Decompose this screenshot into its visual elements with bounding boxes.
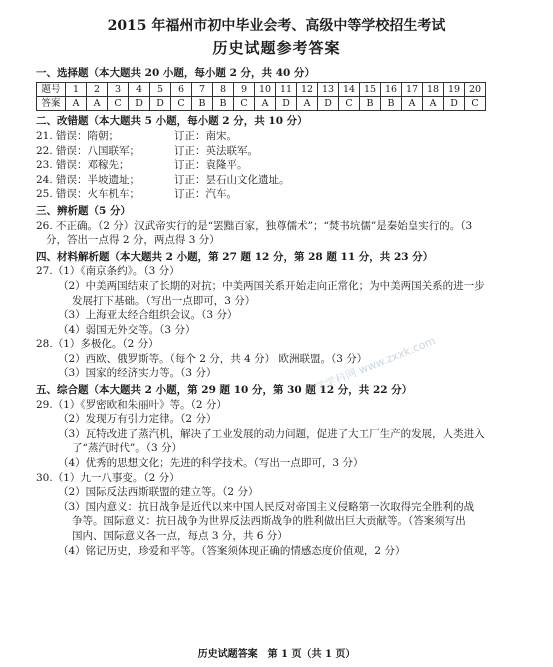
answer-row xyxy=(37,97,486,111)
table-cell: A xyxy=(423,97,444,111)
table-cell: 4 xyxy=(129,83,150,97)
table-cell: 19 xyxy=(444,83,465,97)
answer-line: （2）西欧、俄罗斯等。（每个 2 分，共 4 分） 欧洲联盟。（3 分） xyxy=(58,352,368,365)
answer-line: 了“蒸汽时代”。（3 分） xyxy=(72,442,183,455)
error-text: 25. 错误：火车机车； xyxy=(36,188,141,201)
table-cell: D xyxy=(276,97,297,111)
table-cell: 3 xyxy=(108,83,129,97)
table-cell: D xyxy=(444,97,465,111)
table-cell: 10 xyxy=(255,83,276,97)
table-cell: 14 xyxy=(339,83,360,97)
page-title: 历史试题参考答案 xyxy=(212,38,341,57)
table-cell: D xyxy=(129,97,150,111)
error-text: 23. 错误：邓稼先； xyxy=(36,159,130,172)
table-cell: 7 xyxy=(192,83,213,97)
answer-line: （4）弱国无外交等。（3 分） xyxy=(58,323,196,336)
exam-title: 2015 年福州市初中毕业会考、高级中等学校招生考试 xyxy=(107,18,446,34)
section-4-heading: 四、材料解析题（本大题共 2 小题，第 27 题 12 分，第 28 题 11 分，共 23 分） xyxy=(36,250,434,263)
table-cell: 11 xyxy=(276,83,297,97)
correction-item xyxy=(36,145,517,158)
answer-line: 27.（1）《南京条约》。（3 分） xyxy=(36,265,180,278)
answer-line: （3）上海亚太经合组织会议。（3 分） xyxy=(58,309,238,322)
answer-line: 26. 不正确。（2 分）汉武帝实行的是“罢黜百家，独尊儒术”；“焚书坑儒”是秦始皇实行的。（3 xyxy=(36,219,473,232)
table-cell: 18 xyxy=(423,83,444,97)
table-cell: A xyxy=(66,97,87,111)
answer-line: （3）瓦特改进了蒸汽机，解决了工业发展的动力问题，促进了大工厂生产的发展，人类进入 xyxy=(58,427,485,440)
table-cell: B xyxy=(192,97,213,111)
table-cell: 16 xyxy=(381,83,402,97)
answer-line: 争等。国际意义：抗日战争为世界反法西斯战争的胜利做出巨大贡献等。（答案须写出 xyxy=(72,515,466,528)
row-label: 答案 xyxy=(37,97,66,111)
answer-line: （2）发现万有引力定律。（2 分） xyxy=(58,413,217,426)
answer-line: （2）中美两国结束了长期的对抗；中美两国关系开始走向正常化；为中美两国关系的进一步 xyxy=(58,279,485,292)
correction-item xyxy=(36,174,517,187)
table-cell: 6 xyxy=(171,83,192,97)
fix-text: 订正：英法联军。 xyxy=(174,144,258,157)
watermark: 中学学科网 www.zxxk.com xyxy=(302,334,438,399)
answer-line: 国内、国际意义各一点，每点 3 分，共 6 分） xyxy=(72,530,288,543)
table-cell: C xyxy=(234,97,255,111)
table-cell: 2 xyxy=(87,83,108,97)
table-cell: D xyxy=(318,97,339,111)
answer-line: （2）国际反法西斯联盟的建立等。（2 分） xyxy=(58,486,259,499)
table-cell: 17 xyxy=(402,83,423,97)
answer-table xyxy=(36,82,486,111)
answer-line: （3）国内意义：抗日战争是近代以来中国人民反对帝国主义侵略第一次取得完全胜利的战 xyxy=(58,500,475,513)
answer-line: 30.（1）九一八事变。（2 分） xyxy=(36,471,180,484)
table-cell: B xyxy=(381,97,402,111)
table-cell: 13 xyxy=(318,83,339,97)
answer-line: （4）铭记历史，珍爱和平等。（答案须体现正确的情感态度价值观，2 分） xyxy=(58,544,406,557)
answer-line: （3）国家的经济实力等。（3 分） xyxy=(58,367,217,380)
table-cell: 20 xyxy=(465,83,486,97)
section-3-heading: 三、辨析题（5 分） xyxy=(36,204,131,217)
table-cell: B xyxy=(360,97,381,111)
correction-item xyxy=(36,159,517,172)
answer-line: 29.（1）《罗密欧和朱丽叶》等。（2 分） xyxy=(36,398,227,411)
table-cell: A xyxy=(297,97,318,111)
error-text: 22. 错误：八国联军； xyxy=(36,144,141,157)
correction-item xyxy=(36,130,517,143)
correction-item xyxy=(36,188,517,201)
answer-line: 发展打下基础。（写出一点即可，3 分） xyxy=(72,294,256,307)
table-cell: 8 xyxy=(213,83,234,97)
error-text: 21. 错误：隋朝； xyxy=(36,129,120,142)
table-cell: 5 xyxy=(150,83,171,97)
fix-text: 订正：汽车。 xyxy=(174,188,237,201)
answer-line: 分，答出一点得 2 分，两点得 3 分） xyxy=(46,234,220,247)
table-cell: C xyxy=(339,97,360,111)
answer-line: 28.（1）多极化。（2 分） xyxy=(36,338,159,351)
question-number-row xyxy=(37,83,486,97)
error-text: 24. 错误：半坡遗址； xyxy=(36,173,141,186)
section-5-heading: 五、综合题（本大题共 2 小题，第 29 题 10 分，第 30 题 12 分，共 22 分） xyxy=(36,384,413,397)
table-cell: 9 xyxy=(234,83,255,97)
section-1-heading: 一、选择题（本大题共 20 小题，每小题 2 分，共 40 分） xyxy=(36,66,315,79)
table-cell: A xyxy=(87,97,108,111)
table-cell: B xyxy=(213,97,234,111)
table-cell: C xyxy=(171,97,192,111)
table-cell: 1 xyxy=(66,83,87,97)
table-cell: C xyxy=(465,97,486,111)
table-cell: 12 xyxy=(297,83,318,97)
fix-text: 订正：南宋。 xyxy=(174,129,237,142)
row-label: 题号 xyxy=(37,83,66,97)
answer-line: （4）优秀的思想文化；先进的科学技术。（写出一点即可，3 分） xyxy=(58,457,364,470)
table-cell: A xyxy=(255,97,276,111)
table-cell: D xyxy=(150,97,171,111)
fix-text: 订正：昙石山文化遗址。 xyxy=(174,173,290,186)
table-cell: C xyxy=(108,97,129,111)
fix-text: 订正：袁隆平。 xyxy=(174,159,248,172)
section-2-heading: 二、改错题（本大题共 5 小题，每小题 2 分，共 10 分） xyxy=(36,115,308,128)
table-cell: A xyxy=(402,97,423,111)
table-cell: 15 xyxy=(360,83,381,97)
page-footer: 历史试题答案 第 1 页（共 1 页） xyxy=(197,649,356,660)
